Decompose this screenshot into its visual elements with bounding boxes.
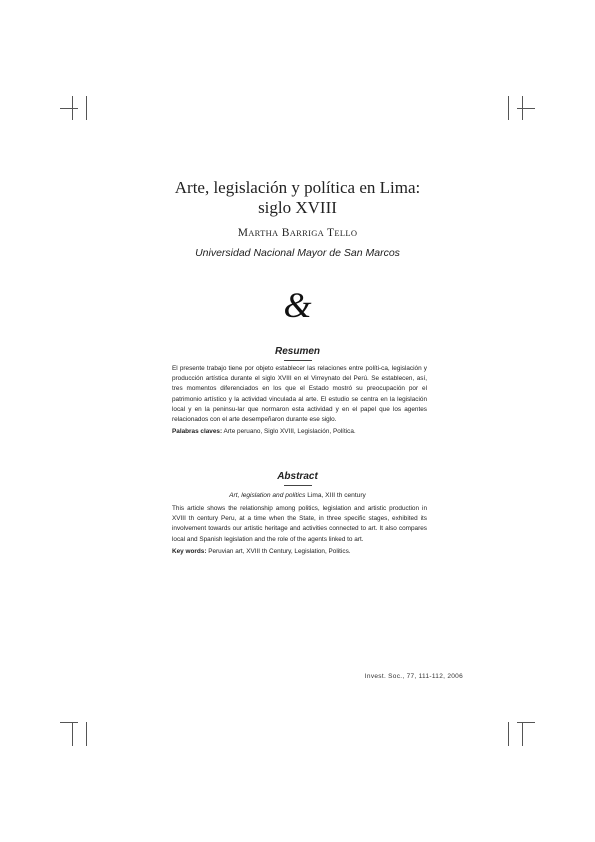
heading-underline (284, 360, 312, 361)
crop-mark (522, 722, 523, 746)
author-smallcaps: ELLO (334, 228, 358, 238)
abstract-subtitle (120, 492, 475, 499)
abstract-keywords (172, 547, 427, 557)
crop-mark (517, 108, 535, 109)
resumen-body: El presente trabajo tiene por objeto establecer las relaciones entre políti-ca, legislación y producción artística durante el siglo XVIII en el Virreynato del Perú. Se establecen, así, tres momentos diferenciados en los que el Estado mostró su preocupación por el patrimonio artístico y la actividad vinculada al arte. El estudio se centra en la legislación local y en la peninsu-lar que normaron esta actividad y en el papel que los agentes relacionados con el arte desempeñaron durante ese siglo. (172, 365, 427, 424)
ampersand-ornament: & (283, 285, 312, 325)
keywords-values: Arte peruano, Siglo XVIII, Legislación, Política. (222, 428, 356, 436)
author-smallcaps: ARRIGA (289, 228, 325, 238)
abstract-section (172, 504, 427, 557)
author-affiliation: Universidad Nacional Mayor de San Marcos (195, 247, 400, 259)
crop-mark (86, 96, 87, 120)
heading-underline (284, 485, 312, 486)
journal-citation: Invest. Soc., 77, 111-112, 2006 (364, 673, 463, 680)
crop-mark (60, 722, 78, 723)
keywords-label: Palabras claves: (172, 428, 223, 436)
keywords-label: Key words: (172, 547, 207, 555)
subtitle-rest: Lima, XIII th century (305, 492, 366, 499)
resumen-heading: Resumen (274, 346, 320, 357)
crop-mark (60, 108, 78, 109)
resumen-section (172, 364, 427, 437)
article-title (120, 178, 475, 218)
keywords-values: Peruvian art, XVIII th Century, Legislation, Politics. (206, 547, 351, 555)
subtitle-italic: Art, legislation and politics (229, 492, 306, 499)
author-initial: B (281, 227, 290, 239)
author-name (120, 227, 475, 239)
author-smallcaps: ARTHA (248, 228, 279, 238)
crop-mark (517, 722, 535, 723)
crop-mark (86, 722, 87, 746)
abstract-heading: Abstract (277, 471, 318, 482)
crop-mark (72, 722, 73, 746)
title-line-1: Arte, legislación y política en Lima: (174, 178, 421, 197)
author-initial: M (237, 227, 249, 239)
abstract-body: This article shows the relationship among politics, legislation and artistic production in XVIII th century Peru, at a time when the State, in three specific stages, exhibited its involvement towards our artistic heritage and activities connected to art. It also compares local and Spanish legislation and the role of the agents linked to art. (172, 505, 427, 543)
author-initial: T (327, 227, 335, 239)
crop-mark (508, 96, 509, 120)
title-line-2: siglo XVIII (258, 198, 337, 217)
crop-mark (508, 722, 509, 746)
resumen-keywords (172, 427, 427, 437)
